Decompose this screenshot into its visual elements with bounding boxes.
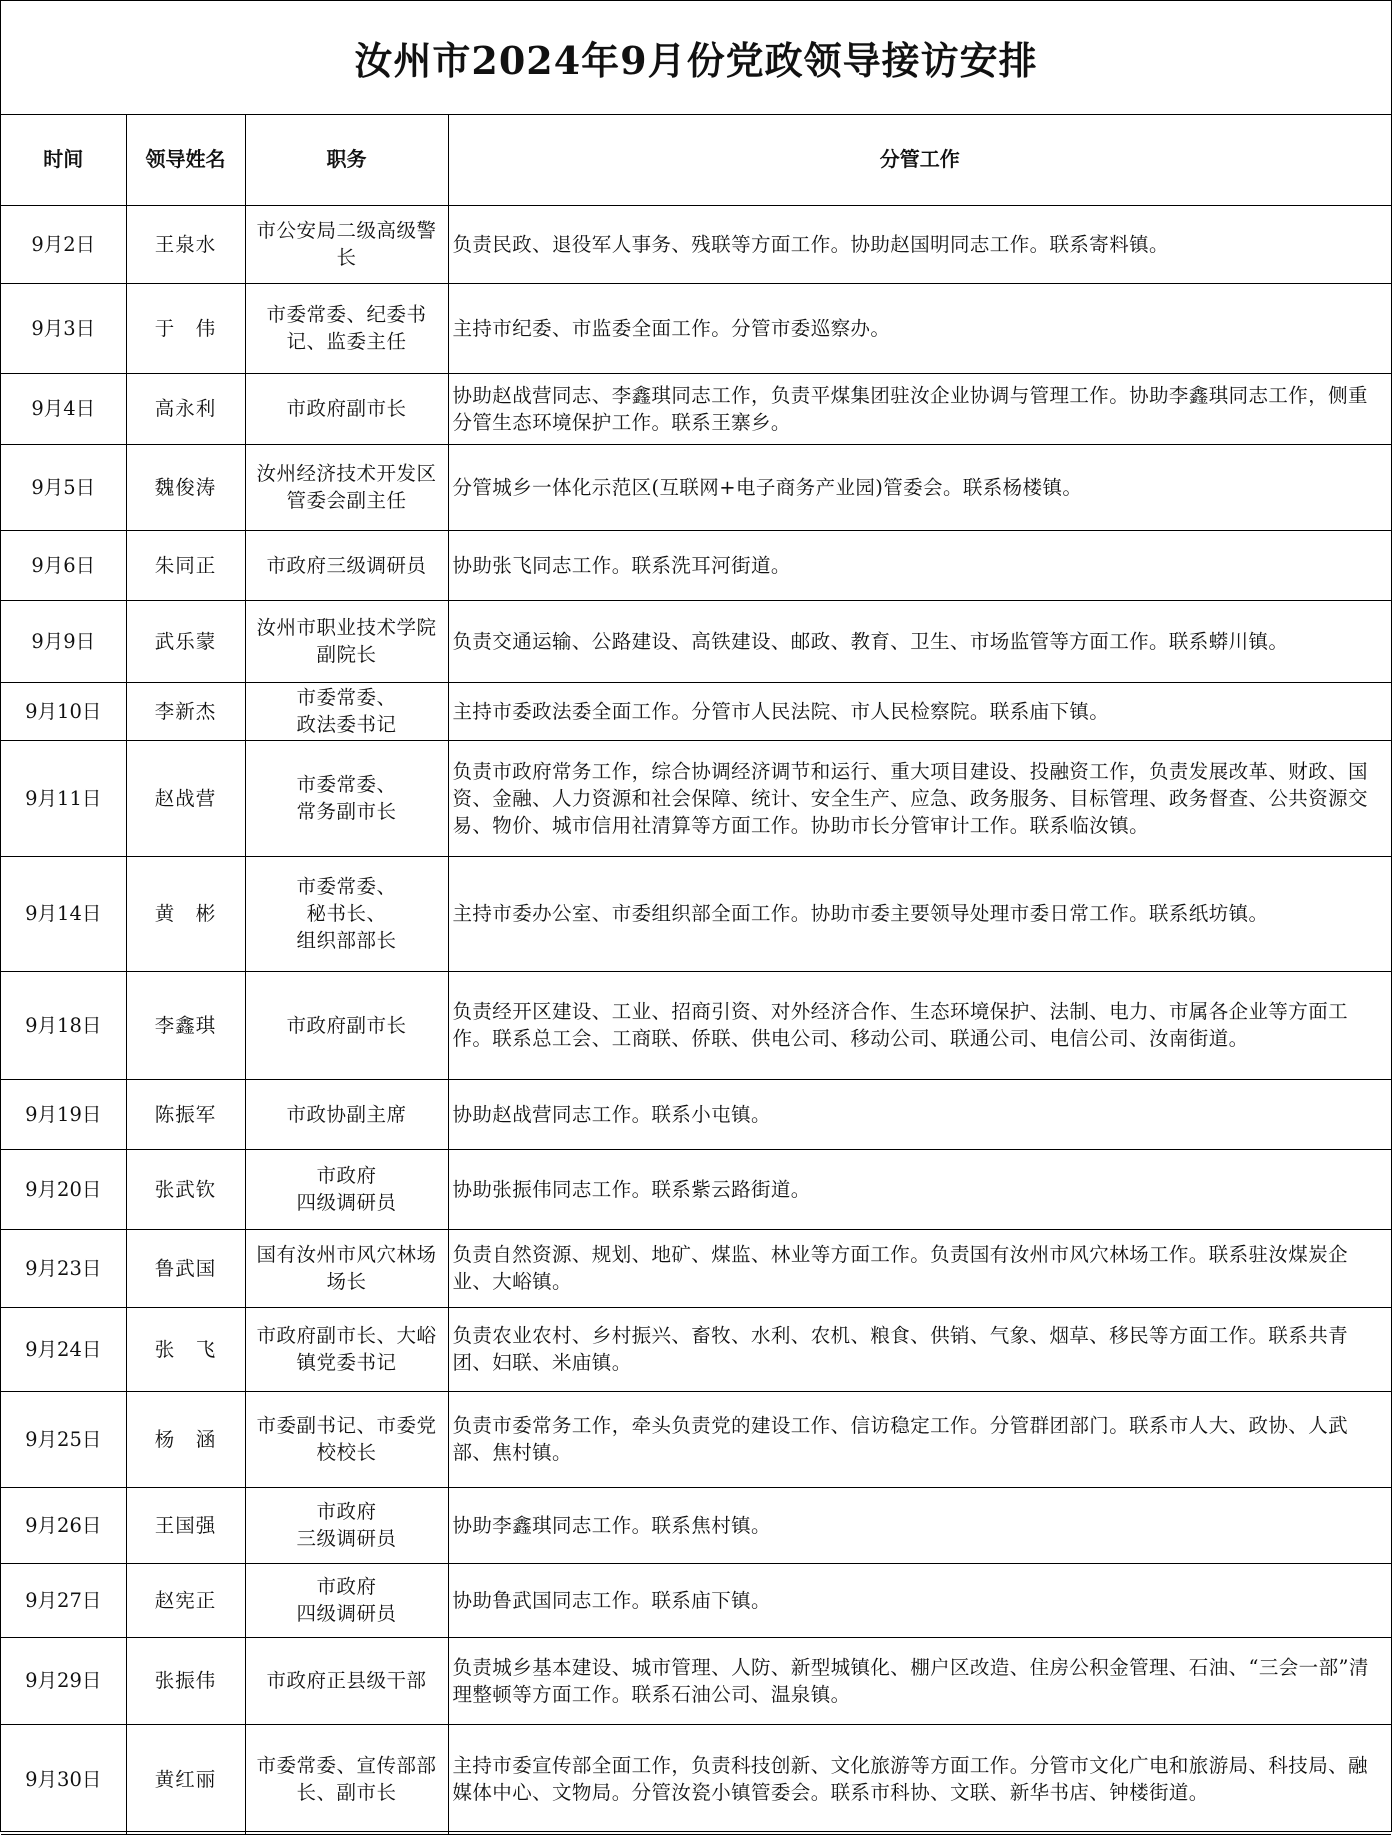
duties-cell: 主持市委办公室、市委组织部全面工作。协助市委主要领导处理市委日常工作。联系纸坊镇。 (448, 856, 1391, 971)
leader-name-cell: 魏俊涛 (126, 444, 245, 530)
date-cell: 9月4日 (1, 373, 126, 444)
leader-name-cell: 黄红丽 (126, 1724, 245, 1834)
duties-cell: 负责农业农村、乡村振兴、畜牧、水利、农机、粮食、供销、气象、烟草、移民等方面工作。联系共青团、妇联、米庙镇。 (448, 1307, 1391, 1391)
leader-name-cell: 赵战营 (126, 740, 245, 856)
position-cell: 市委常委、 秘书长、 组织部部长 (245, 856, 448, 971)
header-name: 领导姓名 (126, 115, 245, 205)
position-cell: 市委常委、纪委书记、监委主任 (245, 283, 448, 373)
position-cell: 汝州市职业技术学院副院长 (245, 600, 448, 682)
position-cell: 市政府 四级调研员 (245, 1563, 448, 1637)
table-row (1, 600, 1391, 682)
position-cell: 国有汝州市风穴林场场长 (245, 1229, 448, 1307)
table-row (1, 740, 1391, 856)
date-cell: 9月18日 (1, 971, 126, 1079)
duties-cell: 主持市委政法委全面工作。分管市人民法院、市人民检察院。联系庙下镇。 (448, 682, 1391, 740)
position-cell: 市政府副市长、大峪镇党委书记 (245, 1307, 448, 1391)
position-cell: 市公安局二级高级警长 (245, 205, 448, 283)
leader-name-cell: 陈振军 (126, 1079, 245, 1149)
position-cell: 市政府副市长 (245, 373, 448, 444)
header-duties: 分管工作 (448, 115, 1391, 205)
leader-name-cell: 于 伟 (126, 283, 245, 373)
date-cell: 9月3日 (1, 283, 126, 373)
table-row (1, 373, 1391, 444)
duties-cell: 负责交通运输、公路建设、高铁建设、邮政、教育、卫生、市场监管等方面工作。联系蟒川镇。 (448, 600, 1391, 682)
position-cell: 市委常委、 常务副市长 (245, 740, 448, 856)
leader-name-cell: 张 飞 (126, 1307, 245, 1391)
date-cell: 9月2日 (1, 205, 126, 283)
document-title: 汝州市2024年9月份党政领导接访安排 (1, 1, 1391, 115)
leader-name-cell: 王国强 (126, 1487, 245, 1563)
table-row (1, 971, 1391, 1079)
table-row (1, 444, 1391, 530)
duties-cell: 分管城乡一体化示范区(互联网+电子商务产业园)管委会。联系杨楼镇。 (448, 444, 1391, 530)
date-cell: 9月20日 (1, 1149, 126, 1229)
date-cell: 9月11日 (1, 740, 126, 856)
position-cell: 市政府 四级调研员 (245, 1149, 448, 1229)
table-row (1, 1637, 1391, 1724)
leader-name-cell: 王泉水 (126, 205, 245, 283)
duties-cell: 协助张飞同志工作。联系洗耳河街道。 (448, 530, 1391, 600)
duties-cell: 负责城乡基本建设、城市管理、人防、新型城镇化、棚户区改造、住房公积金管理、石油、“三会一部”清理整顿等方面工作。联系石油公司、温泉镇。 (448, 1637, 1391, 1724)
duties-cell: 负责自然资源、规划、地矿、煤监、林业等方面工作。负责国有汝州市风穴林场工作。联系驻汝煤炭企业、大峪镇。 (448, 1229, 1391, 1307)
date-cell: 9月5日 (1, 444, 126, 530)
leader-name-cell: 鲁武国 (126, 1229, 245, 1307)
position-cell: 市政府三级调研员 (245, 530, 448, 600)
header-row (1, 115, 1391, 205)
leader-name-cell: 张振伟 (126, 1637, 245, 1724)
date-cell: 9月25日 (1, 1391, 126, 1487)
table-row (1, 1229, 1391, 1307)
table-row (1, 1487, 1391, 1563)
date-cell: 9月30日 (1, 1724, 126, 1834)
leader-name-cell: 张武钦 (126, 1149, 245, 1229)
table-row (1, 1149, 1391, 1229)
leader-name-cell: 武乐蒙 (126, 600, 245, 682)
table-row (1, 1307, 1391, 1391)
date-cell: 9月27日 (1, 1563, 126, 1637)
leader-name-cell: 黄 彬 (126, 856, 245, 971)
table-row (1, 1079, 1391, 1149)
duties-cell: 负责民政、退役军人事务、残联等方面工作。协助赵国明同志工作。联系寄料镇。 (448, 205, 1391, 283)
date-cell: 9月6日 (1, 530, 126, 600)
position-cell: 市委副书记、市委党校校长 (245, 1391, 448, 1487)
header-date: 时间 (1, 115, 126, 205)
duties-cell: 协助张振伟同志工作。联系紫云路街道。 (448, 1149, 1391, 1229)
duties-cell: 协助赵战营同志、李鑫琪同志工作，负责平煤集团驻汝企业协调与管理工作。协助李鑫琪同志工作，侧重分管生态环境保护工作。联系王寨乡。 (448, 373, 1391, 444)
duties-cell: 协助李鑫琪同志工作。联系焦村镇。 (448, 1487, 1391, 1563)
schedule-rows (1, 205, 1391, 1834)
date-cell: 9月26日 (1, 1487, 126, 1563)
date-cell: 9月24日 (1, 1307, 126, 1391)
date-cell: 9月19日 (1, 1079, 126, 1149)
duties-cell: 协助鲁武国同志工作。联系庙下镇。 (448, 1563, 1391, 1637)
leader-name-cell: 杨 涵 (126, 1391, 245, 1487)
table-row (1, 205, 1391, 283)
leader-name-cell: 李新杰 (126, 682, 245, 740)
position-cell: 市委常委、 政法委书记 (245, 682, 448, 740)
date-cell: 9月14日 (1, 856, 126, 971)
position-cell: 市政府正县级干部 (245, 1637, 448, 1724)
table-row (1, 530, 1391, 600)
schedule-table (1, 115, 1391, 1835)
table-row (1, 682, 1391, 740)
table-row (1, 856, 1391, 971)
position-cell: 市政府 三级调研员 (245, 1487, 448, 1563)
table-row (1, 283, 1391, 373)
duties-cell: 负责市委常务工作，牵头负责党的建设工作、信访稳定工作。分管群团部门。联系市人大、政协、人武部、焦村镇。 (448, 1391, 1391, 1487)
header-position: 职务 (245, 115, 448, 205)
date-cell: 9月29日 (1, 1637, 126, 1724)
duties-cell: 负责市政府常务工作，综合协调经济调节和运行、重大项目建设、投融资工作，负责发展改革、财政、国资、金融、人力资源和社会保障、统计、安全生产、应急、政务服务、目标管理、政务督查、公共资源交易、物价、城市信用社清算等方面工作。协助市长分管审计工作。联系临汝镇。 (448, 740, 1391, 856)
leader-name-cell: 李鑫琪 (126, 971, 245, 1079)
duties-cell: 主持市委宣传部全面工作，负责科技创新、文化旅游等方面工作。分管市文化广电和旅游局、科技局、融媒体中心、文物局。分管汝瓷小镇管委会。联系市科协、文联、新华书店、钟楼街道。 (448, 1724, 1391, 1834)
date-cell: 9月10日 (1, 682, 126, 740)
position-cell: 市政府副市长 (245, 971, 448, 1079)
leader-name-cell: 高永利 (126, 373, 245, 444)
leader-name-cell: 朱同正 (126, 530, 245, 600)
duties-cell: 负责经开区建设、工业、招商引资、对外经济合作、生态环境保护、法制、电力、市属各企业等方面工作。联系总工会、工商联、侨联、供电公司、移动公司、联通公司、电信公司、汝南街道。 (448, 971, 1391, 1079)
duties-cell: 主持市纪委、市监委全面工作。分管市委巡察办。 (448, 283, 1391, 373)
position-cell: 市委常委、宣传部部长、副市长 (245, 1724, 448, 1834)
position-cell: 市政协副主席 (245, 1079, 448, 1149)
duties-cell: 协助赵战营同志工作。联系小屯镇。 (448, 1079, 1391, 1149)
table-row (1, 1391, 1391, 1487)
date-cell: 9月9日 (1, 600, 126, 682)
table-row (1, 1724, 1391, 1834)
position-cell: 汝州经济技术开发区管委会副主任 (245, 444, 448, 530)
leader-name-cell: 赵宪正 (126, 1563, 245, 1637)
table-row (1, 1563, 1391, 1637)
date-cell: 9月23日 (1, 1229, 126, 1307)
